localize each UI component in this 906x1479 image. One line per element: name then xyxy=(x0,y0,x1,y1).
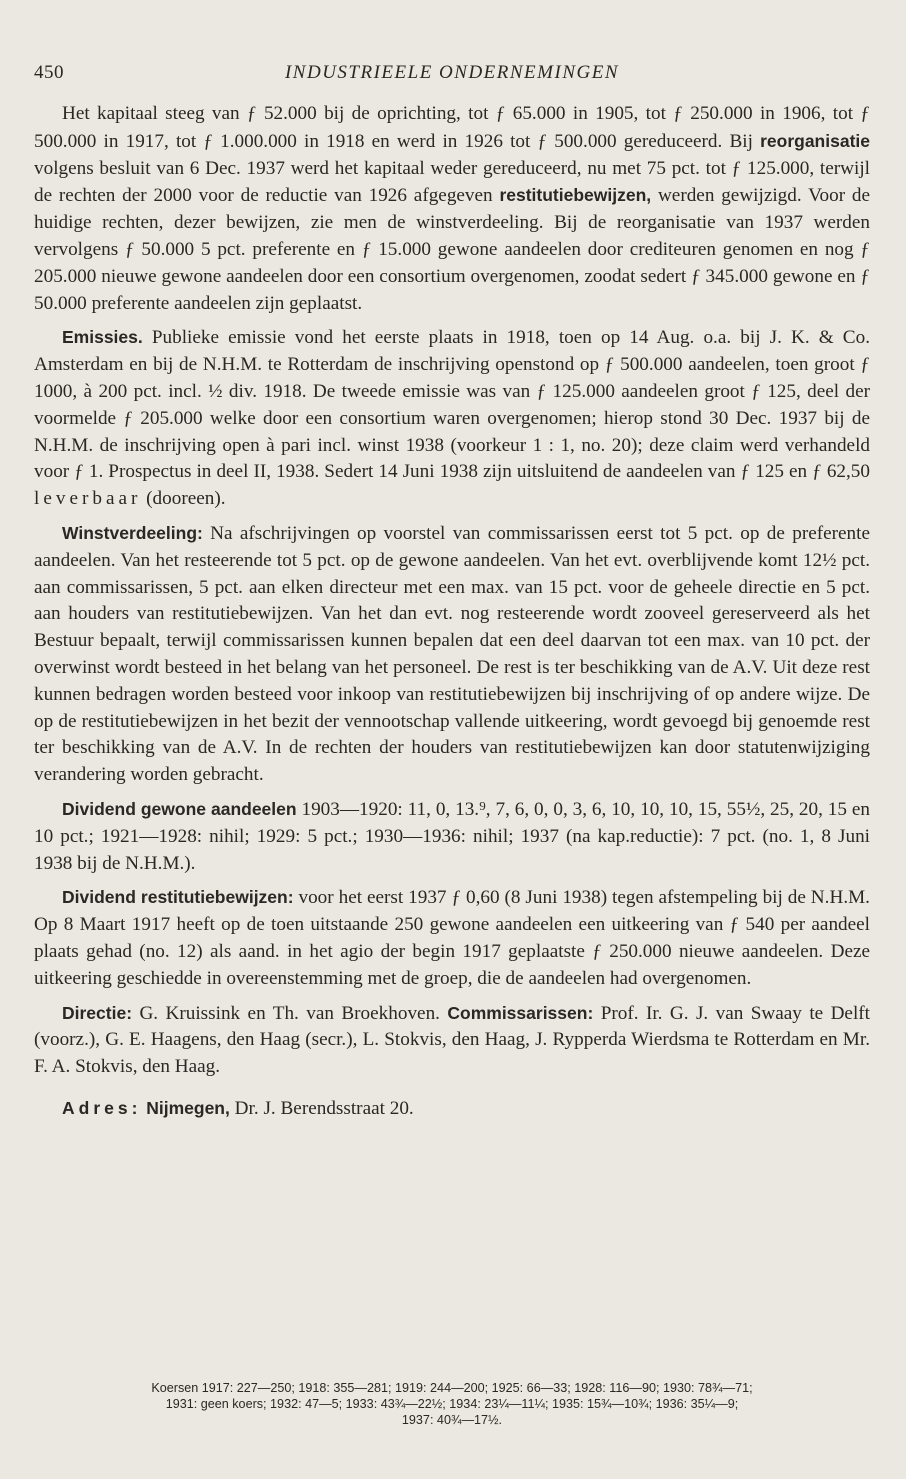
keyword-emissies: Emissies. xyxy=(62,327,143,348)
keyword-commissarissen: Commissarissen: xyxy=(447,1002,594,1023)
keyword-reorganisatie: reorganisatie xyxy=(760,130,870,151)
keyword-nijmegen: Nijmegen, xyxy=(146,1097,230,1118)
paragraph-dividend-gewone xyxy=(34,796,870,877)
body-text xyxy=(34,101,870,1123)
keyword-adres: Adres: xyxy=(62,1097,142,1118)
text: G. Kruissink en Th. van Broekhoven. xyxy=(132,1002,448,1024)
footnote-line: 1931: geen koers; 1932: 47—5; 1933: 43¾—22½; 1934: 23¼—11¼; 1935: 15¾—10¾; 1936: 35¼—9; xyxy=(165,1397,739,1411)
paragraph-directie xyxy=(34,1000,870,1081)
paragraph-dividend-restitutie xyxy=(34,884,870,992)
text: (dooreen). xyxy=(141,488,226,510)
text: Dr. J. Berendsstraat 20. xyxy=(229,1097,414,1119)
running-head: INDUSTRIEELE ONDERNEMINGEN xyxy=(284,62,619,83)
footnote-line: 1937: 40¾—17½. xyxy=(401,1413,503,1427)
paragraph-adres xyxy=(34,1095,870,1123)
keyword-restitutiebewijzen: restitutiebewijzen, xyxy=(499,185,652,206)
keyword-dividend-restitutie: Dividend restitutiebewijzen: xyxy=(62,887,294,908)
text: werden gewijzigd. Voor de huidige rechten, dezer bewijzen, zie men de winstverdeeling. Bij de reorganisatie van 1937 werden vervolgens ƒ 50.000 5 pct. preferente en ƒ 15.000 gewone aandeelen door crediteuren genomen en nog ƒ 205.000 nieuwe gewone aandeelen door een consortium overgenomen, zoodat sedert ƒ 345.000 gewone en ƒ 50.000 preferente aandeelen zijn geplaatst. xyxy=(34,185,870,314)
paragraph-emissies xyxy=(34,324,870,513)
paragraph-winstverdeeling xyxy=(34,520,870,789)
text: Prof. Ir. G. J. van Swaay te Delft (voorz.), G. E. Haagens, den Haag (secr.), L. Stokvis, den Haag, J. Rypperda Wierdsma te Rotterdam en Mr. F. A. Stokvis, den Haag. xyxy=(34,1002,871,1078)
text: Na afschrijvingen op voorstel van commissarissen eerst tot 5 pct. op de preferente aandeelen. Van het resteerende tot 5 pct. op de gewone aandeelen. Van het evt. overblijvende komt 12½ pct. aan commissarissen, 5 pct. aan elken directeur met een max. van 15 pct. voor de geheele directie en 5 pct. aan houders van restitutiebewijzen. Van het dan evt. nog resteerende wordt zooveel gereserveerd als het Bestuur bepaalt, terwijl commissarissen kunnen bepalen dat een deel daarvan tot een max. van 10 pct. der overwinst wordt besteed in het belang van het personeel. De rest is ter beschikking van de A.V. Uit deze rest kunnen bedragen worden besteed voor inkoop van restitutiebewijzen bij inschrijving of op andere wijze. De op de restitutiebewijzen in het bezit der vennootschap vallende uitkeering, wordt gevoegd bij genoemde rest ter beschikking van de A.V. In de rechten der houders van restitutiebewijzen kan door statutenwijziging verandering worden gebracht. xyxy=(34,522,870,786)
text: Publieke emissie vond het eerste plaats in 1918, toen op 14 Aug. o.a. bij J. K. & Co. Amsterdam en bij de N.H.M. te Rotterdam de inschrijving openstond op ƒ 500.000 aandeelen, toen groot ƒ 1000, à 200 pct. incl. ½ div. 1918. De tweede emissie was van ƒ 125.000 aandeelen groot ƒ 125, deel der voormelde ƒ 205.000 welke door een consortium waren overgenomen; hierop stond 30 Dec. 1937 bij de N.H.M. de inschrijving open à pari incl. winst 1938 (voorkeur 1 : 1, no. 20); deze claim werd verhandeld voor ƒ 1. Prospectus in deel II, 1938. Sedert 14 Juni 1938 zijn uitsluitend de aandeelen van ƒ 125 en ƒ 62,50 xyxy=(34,327,870,483)
text: Het kapitaal steeg van ƒ 52.000 bij de oprichting, tot ƒ 65.000 in 1905, tot ƒ 250.000 in 1906, tot ƒ 500.000 in 1917, tot ƒ 1.000.000 in 1918 en werd in 1926 tot ƒ 500.000 gereduceerd. Bij xyxy=(34,103,870,152)
keyword-winstverdeeling: Winstverdeeling: xyxy=(62,522,203,543)
page-header xyxy=(34,62,870,88)
text: volgens besluit van 6 Dec. 1937 werd het kapitaal weder gereduceerd, nu met 75 pct. tot ƒ 125.000, terwijl de rechten der 2000 voor de reductie van 1926 afgegeven xyxy=(34,157,870,207)
page-number: 450 xyxy=(34,62,64,83)
text: 1903—1920: 11, 0, 13.⁹, 7, 6, 0, 0, 3, 6, 10, 10, 10, 15, 55½, 25, 20, 15 en 10 pct.; 1921—1928: nihil; 1929: 5 pct.; 1930—1936: nihil; 1937 (na kap.reductie): 7 pct. (no. 1, 8 Juni 1938 bij de N.H.M.). xyxy=(34,798,870,874)
keyword-directie: Directie: xyxy=(62,1002,133,1023)
footnote-koersen xyxy=(34,1380,870,1428)
text: voor het eerst 1937 ƒ 0,60 (8 Juni 1938) tegen afstempeling bij de N.H.M. Op 8 Maart 1917 heeft op de toen uitstaande 250 gewone aandeelen een uitkeering van ƒ 540 per aandeel plaats gehad (no. 12) als aand. in het agio der begin 1917 geplaatste ƒ 250.000 nieuwe aandeelen. Deze uitkeering geschiedde in overeenstemming met de groep, die de aandeelen had overgenomen. xyxy=(34,887,870,989)
footnote-line: Koersen 1917: 227—250; 1918: 355—281; 1919: 244—200; 1925: 66—33; 1928: 116—90; 1930: 78¾—71; xyxy=(151,1381,753,1395)
keyword-dividend-gewone: Dividend gewone aandeelen xyxy=(62,798,297,819)
paragraph-kapitaal xyxy=(34,101,870,317)
spaced-word: leverbaar xyxy=(34,488,142,510)
